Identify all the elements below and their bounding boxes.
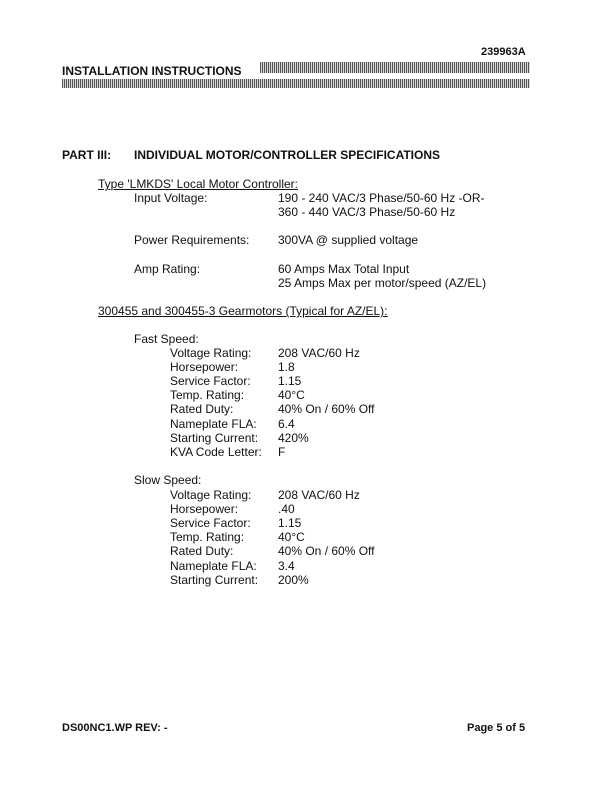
spec-value: 1.15 xyxy=(278,516,302,531)
header-title: INSTALLATION INSTRUCTIONS xyxy=(62,64,242,78)
input-voltage-line1: 190 - 240 VAC/3 Phase/50-60 Hz -OR- xyxy=(278,191,485,205)
power-requirements-label: Power Requirements: xyxy=(134,233,250,247)
spec-label: Starting Current: xyxy=(170,430,259,445)
part-label: PART III: xyxy=(62,148,112,162)
spec-label: Starting Current: xyxy=(170,572,259,587)
controller-heading: Type 'LMKDS' Local Motor Controller: xyxy=(98,177,298,191)
spec-value: F xyxy=(278,444,286,459)
input-voltage-line2: 360 - 440 VAC/3 Phase/50-60 Hz xyxy=(278,205,456,219)
spec-label: Temp. Rating: xyxy=(170,530,245,545)
part-title: INDIVIDUAL MOTOR/CONTROLLER SPECIFICATIONS xyxy=(134,148,441,162)
spec-value: 40% On / 60% Off xyxy=(278,402,375,417)
footer-page-number: Page 5 of 5 xyxy=(467,722,526,734)
gearmotors-heading: 300455 and 300455-3 Gearmotors (Typical for AZ/EL): xyxy=(98,304,388,318)
spec-label: Horsepower: xyxy=(170,502,239,517)
spec-label: Voltage Rating: xyxy=(170,488,252,502)
spec-label: Service Factor: xyxy=(170,516,251,531)
spec-value: .40 xyxy=(278,502,295,517)
footer-file-revision: DS00NC1.WP REV: - xyxy=(62,722,168,734)
spec-value: 208 VAC/60 Hz xyxy=(278,488,360,502)
header-rule-bottom xyxy=(62,79,530,88)
spec-value: 208 VAC/60 Hz xyxy=(278,346,360,360)
amp-rating-line2: 25 Amps Max per motor/speed (AZ/EL) xyxy=(278,276,487,290)
spec-label: Rated Duty: xyxy=(170,544,234,559)
spec-label: Rated Duty: xyxy=(170,402,234,417)
spec-value: 1.15 xyxy=(278,374,302,389)
header-rule-top xyxy=(260,62,530,73)
amp-rating-label: Amp Rating: xyxy=(134,262,201,276)
spec-label: Nameplate FLA: xyxy=(170,558,257,573)
spec-value: 40°C xyxy=(278,530,305,545)
document-number: 239963A xyxy=(481,46,526,58)
spec-value: 420% xyxy=(278,430,309,445)
slow-speed-label: Slow Speed: xyxy=(134,473,202,487)
spec-value: 3.4 xyxy=(278,558,295,573)
spec-label: Horsepower: xyxy=(170,360,239,375)
spec-label: Nameplate FLA: xyxy=(170,416,257,431)
spec-label: Service Factor: xyxy=(170,374,251,389)
fast-speed-label: Fast Speed: xyxy=(134,332,199,346)
input-voltage-label: Input Voltage: xyxy=(134,191,208,205)
spec-label: KVA Code Letter: xyxy=(170,444,262,459)
spec-value: 40% On / 60% Off xyxy=(278,544,375,559)
spec-label: Voltage Rating: xyxy=(170,346,252,360)
amp-rating-line1: 60 Amps Max Total Input xyxy=(278,262,410,276)
power-requirements-value: 300VA @ supplied voltage xyxy=(278,233,419,247)
spec-value: 6.4 xyxy=(278,416,295,431)
spec-value: 1.8 xyxy=(278,360,295,375)
spec-label: Temp. Rating: xyxy=(170,388,245,403)
spec-value: 40°C xyxy=(278,388,305,403)
spec-value: 200% xyxy=(278,572,309,587)
